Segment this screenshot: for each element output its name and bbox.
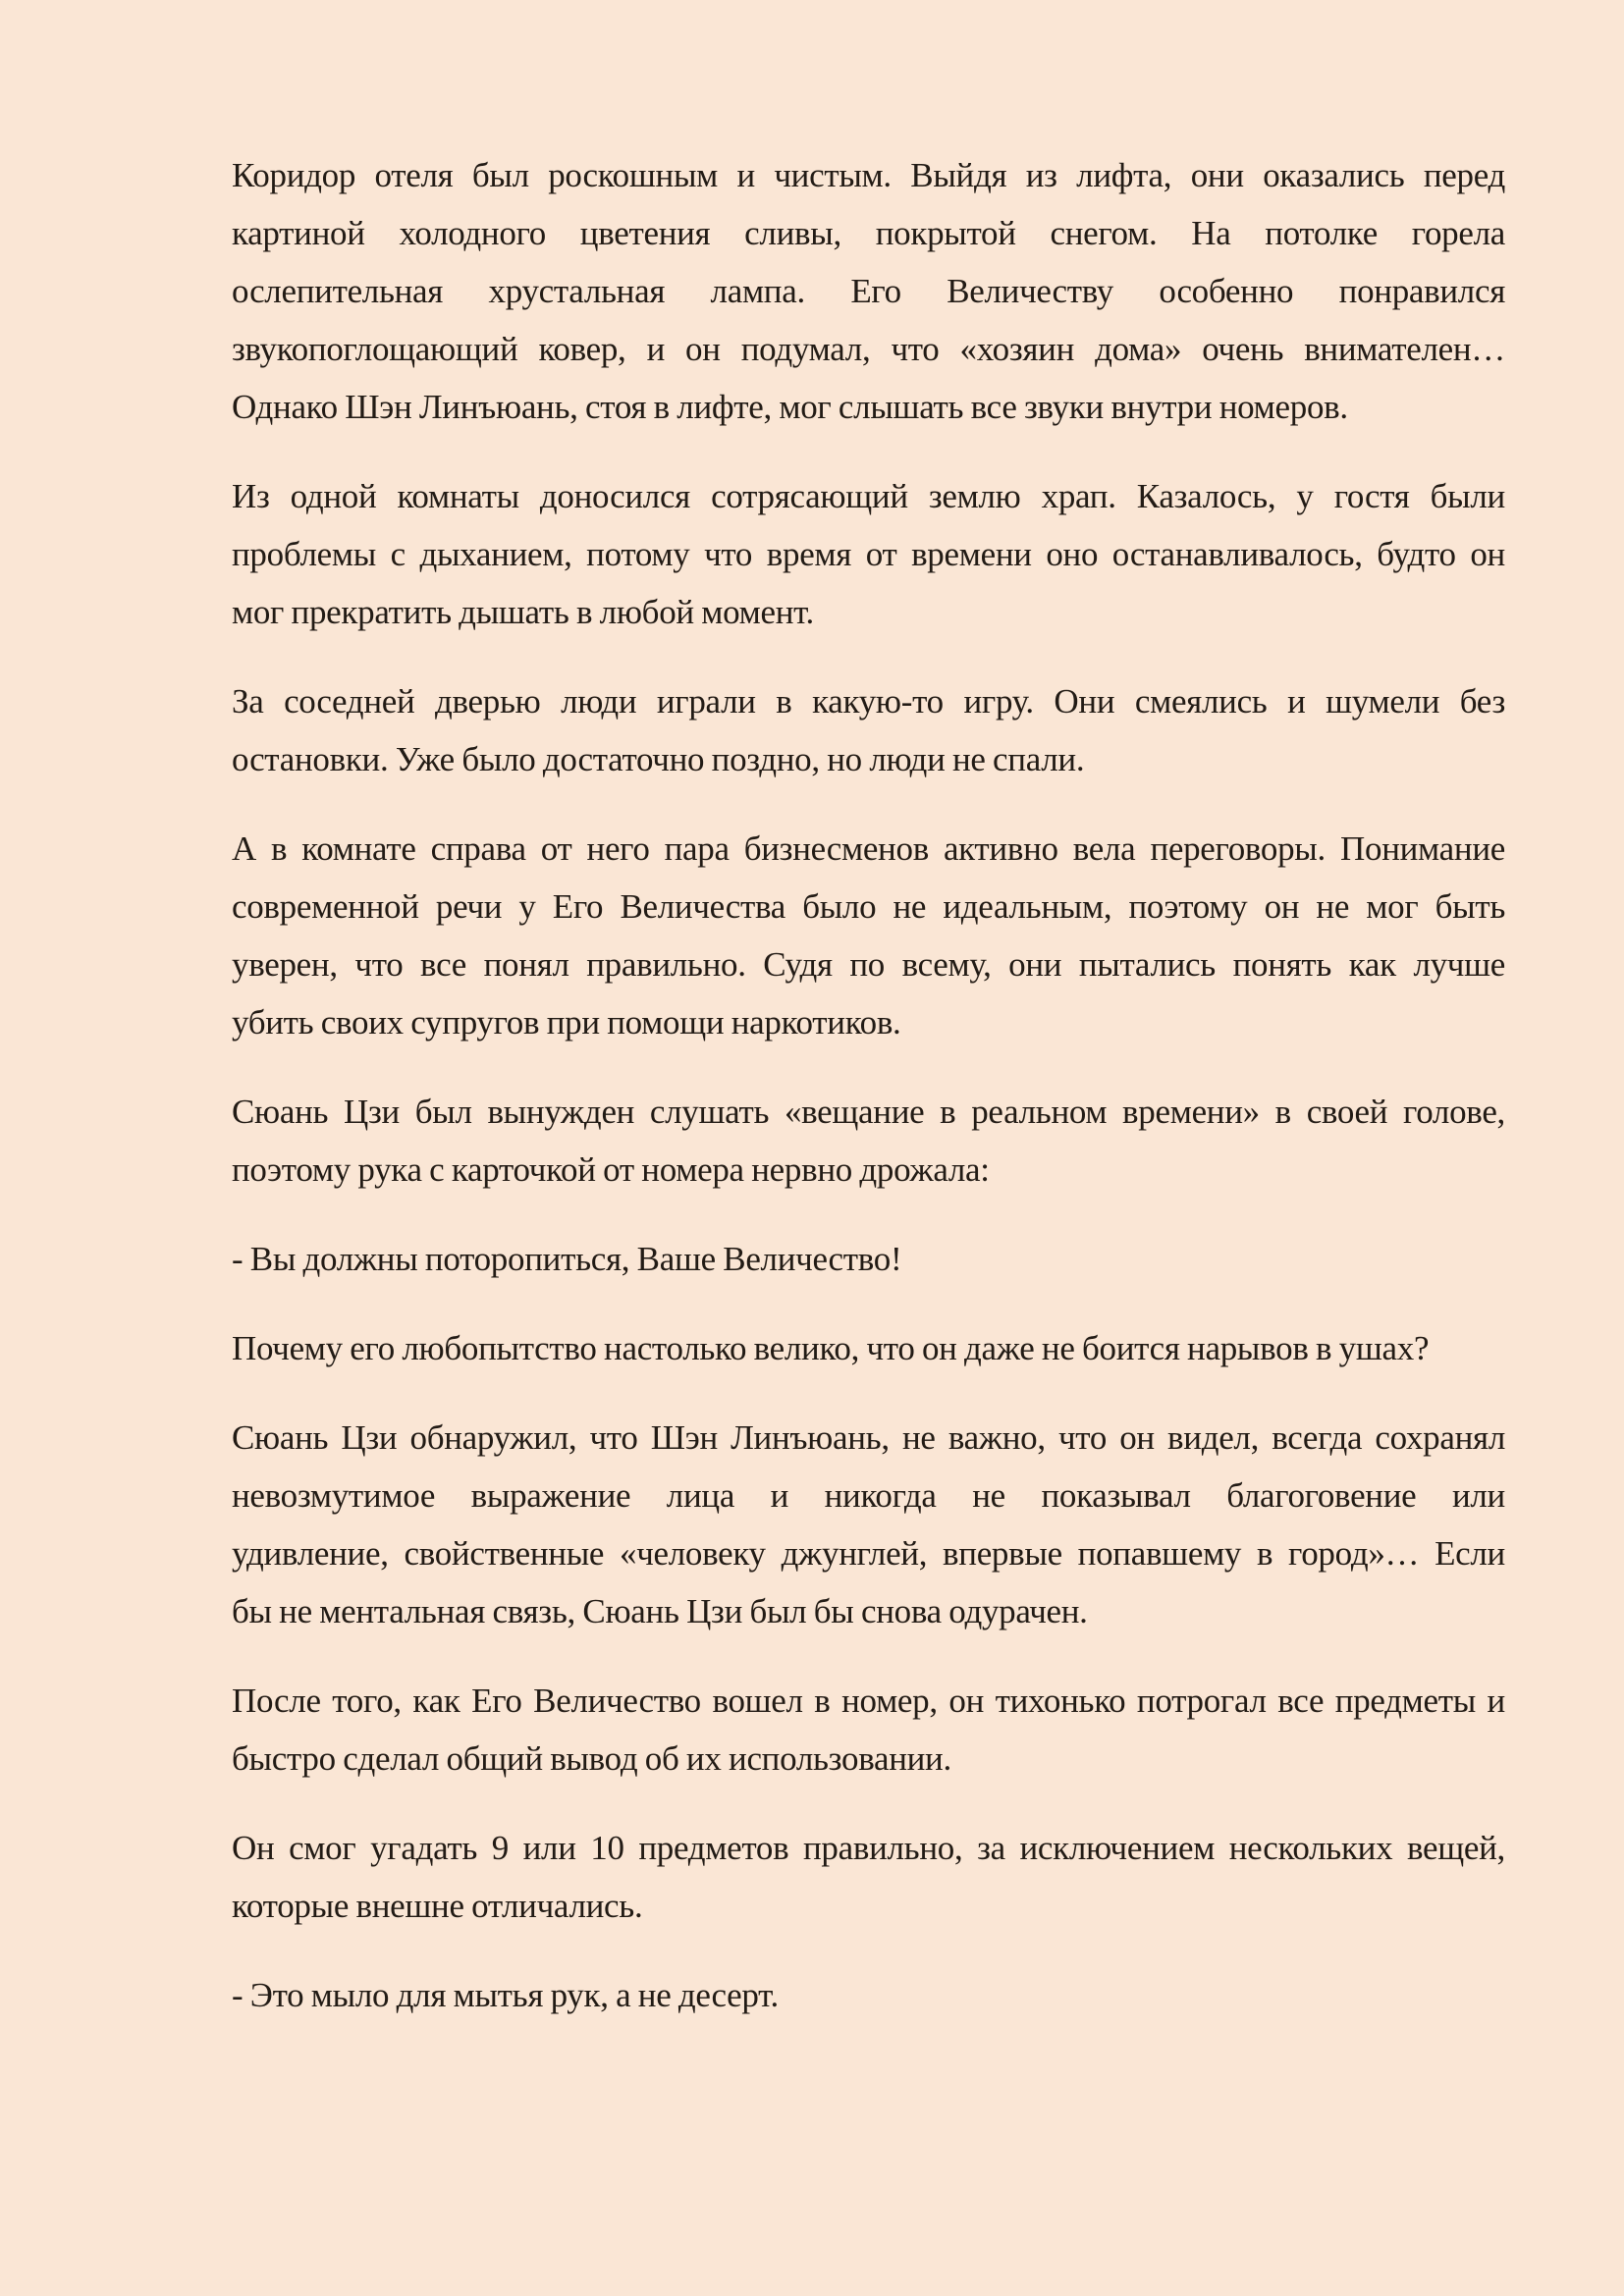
text-line: удивление, свойственные «человеку джунглей, впервые попавшему в город»… Если <box>232 1534 1505 1573</box>
text-line: мог прекратить дышать в любой момент. <box>232 593 814 631</box>
paragraph <box>232 146 1505 436</box>
text-line: - Вы должны поторопиться, Ваше Величество! <box>232 1240 902 1278</box>
paragraph <box>232 1409 1505 1640</box>
text-line: Коридор отеля был роскошным и чистым. Выйдя из лифта, они оказались перед <box>232 156 1505 194</box>
text-line: проблемы с дыханием, потому что время от времени оно останавливалось, будто он <box>232 535 1505 573</box>
text-line: Из одной комнаты доносился сотрясающий землю храп. Казалось, у гостя были <box>232 477 1505 515</box>
paragraph <box>232 672 1505 788</box>
text-line: которые внешне отличались. <box>232 1887 643 1925</box>
text-line: Сюань Цзи обнаружил, что Шэн Линъюань, не важно, что он видел, всегда сохранял <box>232 1418 1505 1457</box>
text-line: бы не ментальная связь, Сюань Цзи был бы снова одурачен. <box>232 1592 1088 1630</box>
text-line: За соседней дверью люди играли в какую-то игру. Они смеялись и шумели без <box>232 682 1505 721</box>
text-line: остановки. Уже было достаточно поздно, но люди не спали. <box>232 740 1085 778</box>
paragraph <box>232 1083 1505 1199</box>
paragraph <box>232 1966 1505 2024</box>
paragraph <box>232 820 1505 1051</box>
text-line: убить своих супругов при помощи наркотиков. <box>232 1003 901 1041</box>
text-line: Почему его любопытство настолько велико, что он даже не боится нарывов в ушах? <box>232 1329 1430 1367</box>
text-line: звукопоглощающий ковер, и он подумал, что «хозяин дома» очень внимателен… <box>232 330 1505 368</box>
text-line: картиной холодного цветения сливы, покрытой снегом. На потолке горела <box>232 214 1505 252</box>
text-line: уверен, что все понял правильно. Судя по всему, они пытались понять как лучше <box>232 945 1505 984</box>
text-line: Однако Шэн Линъюань, стоя в лифте, мог слышать все звуки внутри номеров. <box>232 388 1348 426</box>
text-line: Сюань Цзи был вынужден слушать «вещание в реальном времени» в своей голове, <box>232 1093 1505 1131</box>
text-line: Он смог угадать 9 или 10 предметов правильно, за исключением нескольких вещей, <box>232 1829 1505 1867</box>
text-line: После того, как Его Величество вошел в номер, он тихонько потрогал все предметы и <box>232 1682 1505 1720</box>
paragraph <box>232 1672 1505 1788</box>
text-line: поэтому рука с карточкой от номера нервно дрожала: <box>232 1150 990 1189</box>
text-line: современной речи у Его Величества было не идеальным, поэтому он не мог быть <box>232 887 1505 926</box>
text-line: - Это мыло для мытья рук, а не десерт. <box>232 1976 779 2014</box>
paragraph <box>232 1230 1505 1288</box>
paragraph <box>232 467 1505 641</box>
text-line: быстро сделал общий вывод об их использовании. <box>232 1739 951 1778</box>
text-line: ослепительная хрустальная лампа. Его Величеству особенно понравился <box>232 272 1505 310</box>
text-line: невозмутимое выражение лица и никогда не показывал благоговение или <box>232 1476 1505 1515</box>
text-line: А в комнате справа от него пара бизнесменов активно вела переговоры. Понимание <box>232 829 1505 868</box>
paragraph <box>232 1319 1505 1377</box>
paragraph <box>232 1819 1505 1935</box>
